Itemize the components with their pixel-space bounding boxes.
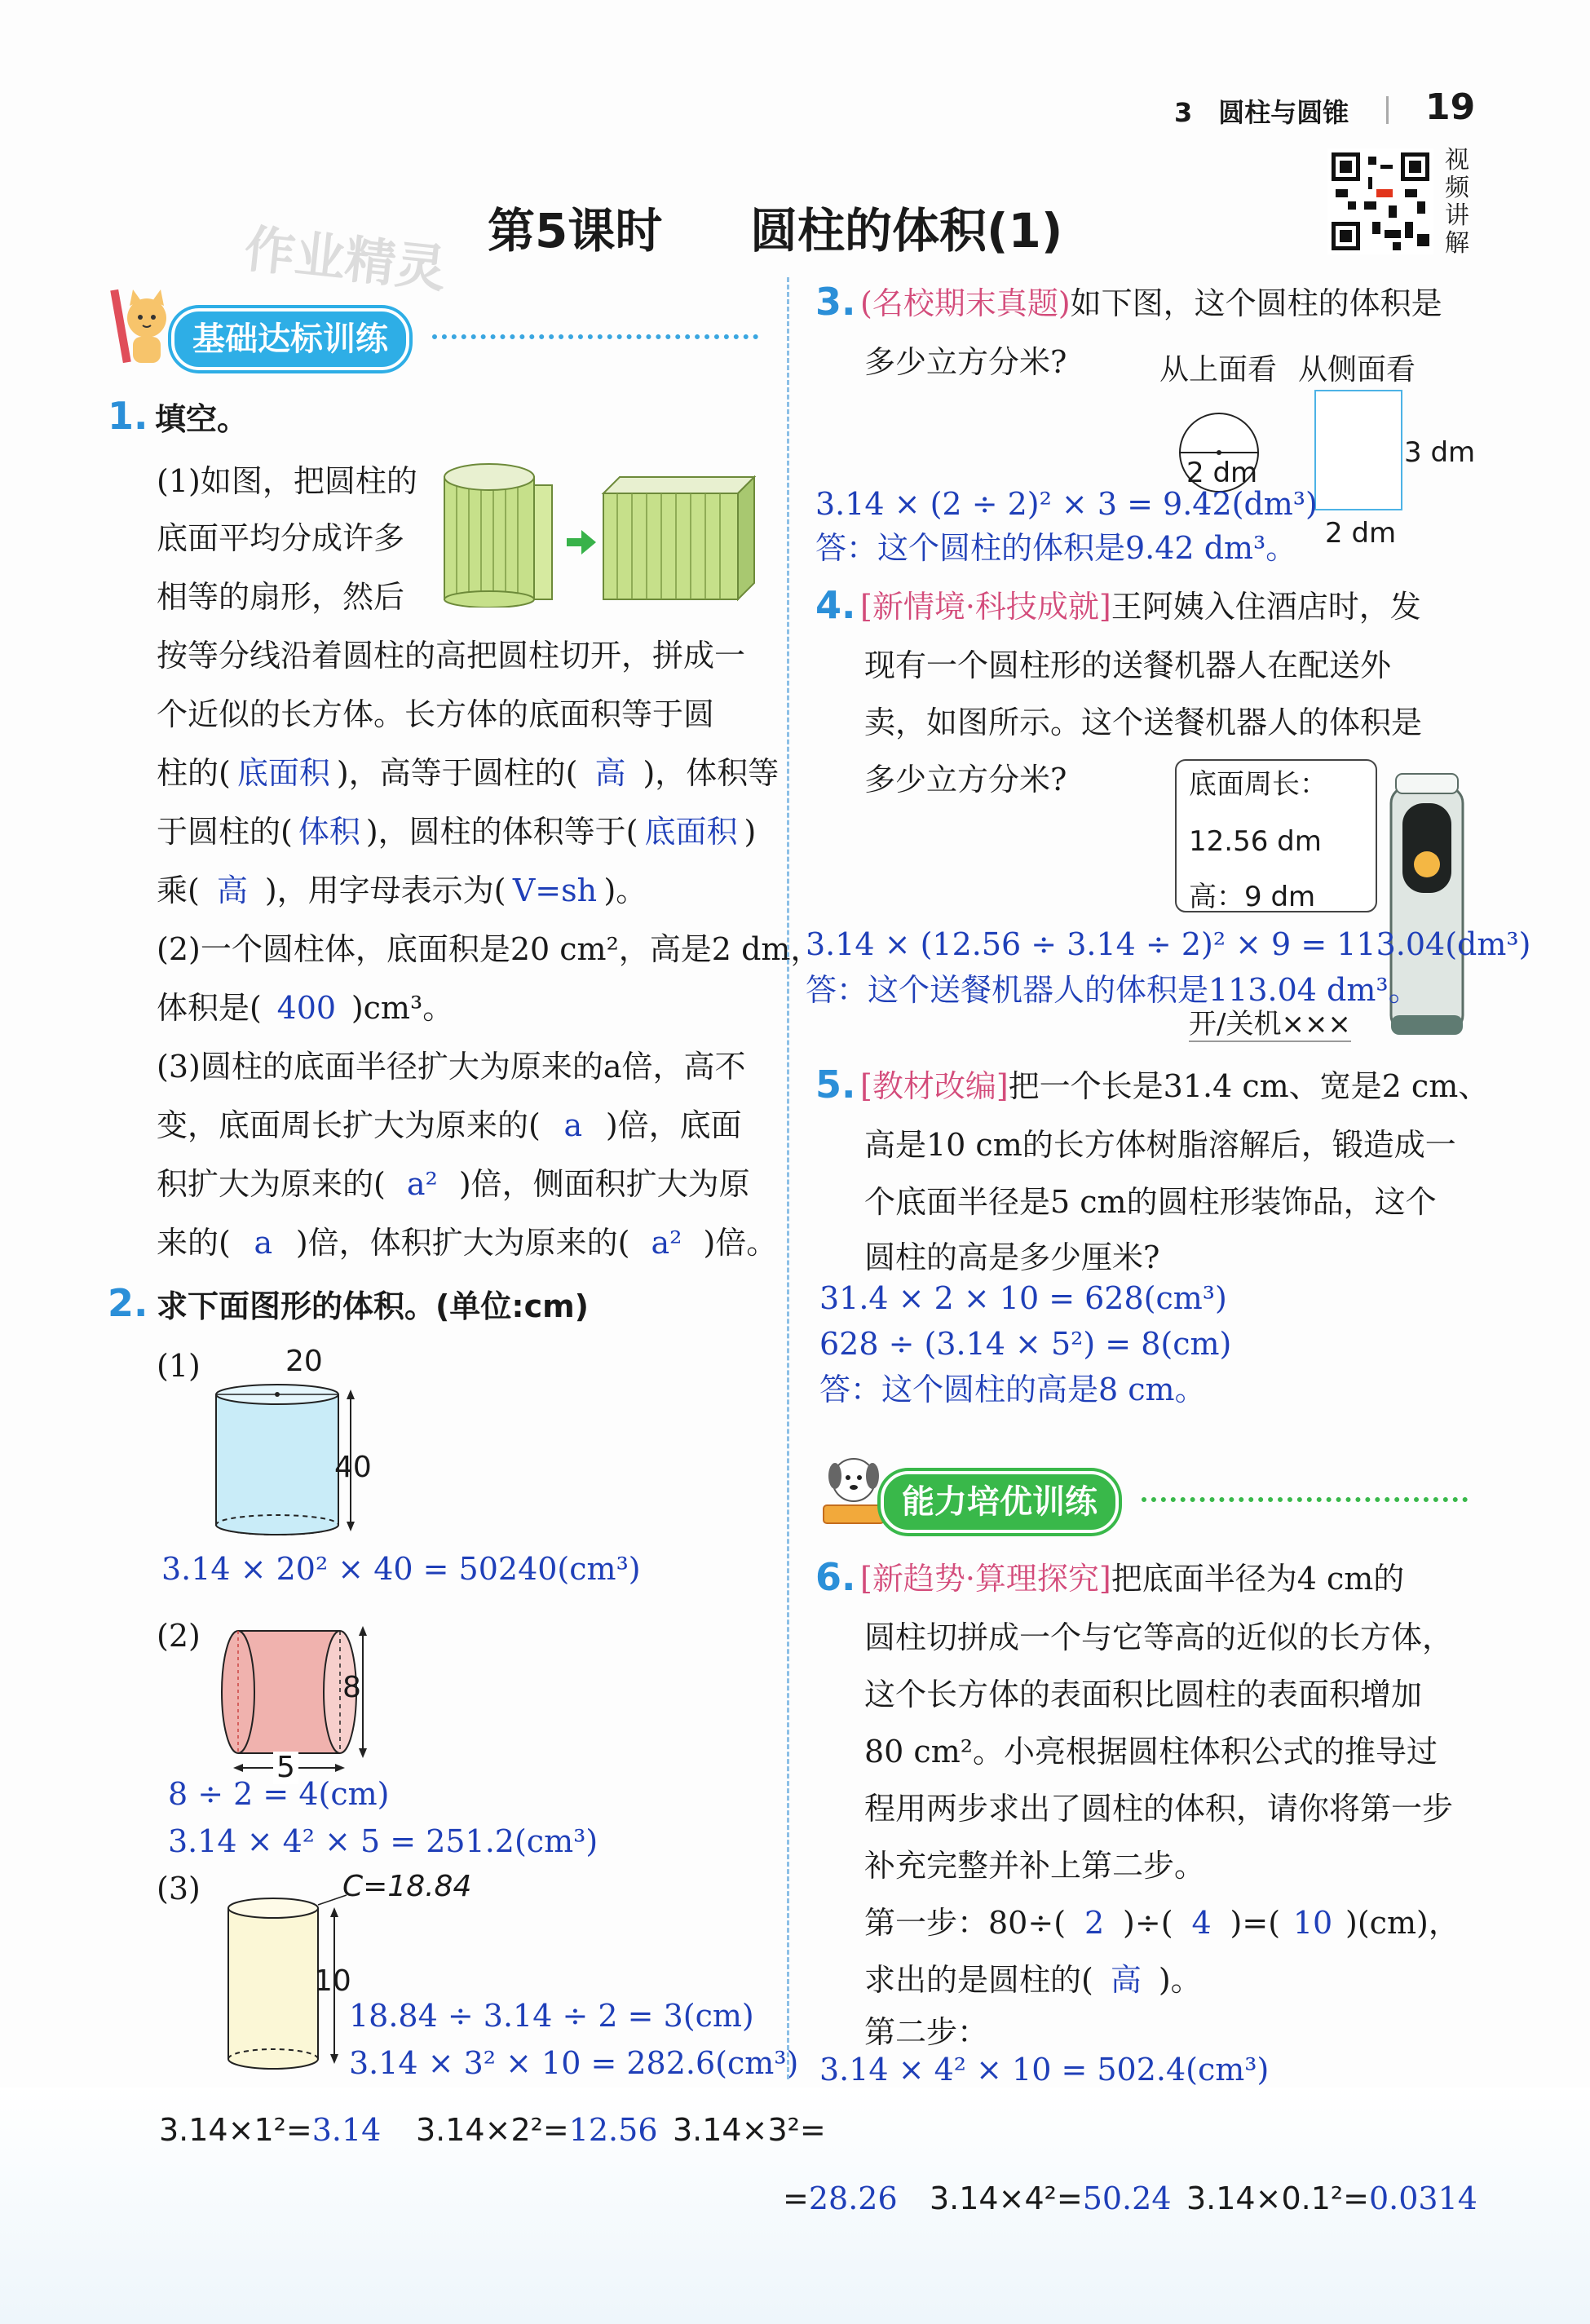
- q5-answer-1: 31.4 × 2 × 10 = 628(cm³): [819, 1280, 1227, 1316]
- q1-heading: 填空。: [155, 401, 249, 437]
- q5-answer-2: 628 ÷ (3.14 × 5²) = 8(cm): [819, 1326, 1232, 1362]
- q1-part3-line-2: 变，底面周长扩大为原来的( a )倍，底面: [157, 1107, 742, 1143]
- section-basic-banner: 基础达标训练: [171, 308, 409, 370]
- q4-line-1: [新情境·科技成就]王阿姨入住酒店时，发: [860, 589, 1421, 625]
- q5-line-2: 高是10 cm的长方体树脂溶解后，锻造成一: [864, 1127, 1456, 1163]
- q3-side-view-rect: [1314, 390, 1402, 510]
- q5-number: 5.: [815, 1063, 856, 1107]
- footer-calc-3: 3.14×3²=: [673, 2112, 826, 2148]
- q1-answer-6[interactable]: V=sh: [512, 873, 598, 908]
- q3-number: 3.: [815, 280, 856, 324]
- q6-blank-3[interactable]: 10: [1292, 1905, 1333, 1941]
- q3-line-2: 多少立方分米?: [864, 344, 1067, 380]
- q5-answer-3: 答：这个圆柱的高是8 cm。: [819, 1372, 1206, 1407]
- q6-line-4: 80 cm²。小亮根据圆柱体积公式的推导过: [864, 1734, 1438, 1770]
- q6-blank-4[interactable]: 高: [1110, 1962, 1142, 1998]
- q1-answer-1[interactable]: 底面积: [236, 755, 330, 791]
- q6-line-3: 这个长方体的表面积比圆柱的表面积增加: [864, 1677, 1423, 1712]
- q4-line-3: 卖，如图所示。这个送餐机器人的体积是: [864, 705, 1423, 740]
- q1-answer-4[interactable]: 底面积: [644, 814, 738, 850]
- q1-part3-line-1: (3)圆柱的底面半径扩大为原来的a倍，高不: [157, 1049, 746, 1085]
- lesson-title: 圆柱的体积(1): [750, 203, 1063, 258]
- q4-answer-1: 3.14 × (12.56 ÷ 3.14 ÷ 2)² × 9 = 113.04(dm³): [806, 926, 1531, 962]
- q1-line-5: 个近似的长方体。长方体的底面积等于圆: [157, 696, 715, 732]
- q1-answer-3[interactable]: 体积: [298, 814, 360, 850]
- q1-line-7: 于圆柱的( 体积 )，圆柱的体积等于( 底面积 ): [157, 814, 757, 850]
- q4-number: 4.: [815, 583, 856, 627]
- q1-answer-7[interactable]: 400: [276, 990, 337, 1026]
- q5-line-4: 圆柱的高是多少厘米?: [864, 1239, 1160, 1275]
- q2-fig2-label: (2): [157, 1618, 201, 1654]
- q4-line-4: 多少立方分米?: [864, 762, 1067, 797]
- q6-step1-line: 第一步：80÷( 2 )÷( 4 )=( 10 )(cm)，: [864, 1905, 1460, 1941]
- q6-tag: [新趋势·算理探究]: [860, 1561, 1111, 1597]
- q1-part2-line-1: (2)一个圆柱体，底面积是20 cm²，高是2 dm，: [157, 931, 822, 967]
- q4-answer-2: 答：这个送餐机器人的体积是113.04 dm³。: [806, 972, 1420, 1008]
- q3-width: 2 dm: [1325, 517, 1397, 550]
- q1-line-2: 底面平均分成许多: [157, 520, 405, 556]
- footer-calc-6: 3.14×0.1²=0.0314: [1186, 2180, 1477, 2216]
- page-number: 19: [1425, 86, 1476, 128]
- q3-line-1: (名校期末真题)如下图，这个圆柱的体积是: [860, 285, 1442, 321]
- q1-answer-11[interactable]: a²: [651, 1225, 682, 1261]
- q1-line-1: (1)如图，把圆柱的: [157, 463, 417, 499]
- q1-number: 1.: [108, 394, 148, 438]
- q5-line-1: [教材改编]把一个长是31.4 cm、宽是2 cm、: [860, 1068, 1490, 1104]
- column-divider: [787, 277, 789, 2079]
- cat-mascot-icon: [110, 281, 175, 371]
- q6-line-6: 补充完整并补上第二步。: [864, 1848, 1206, 1884]
- qr-label: 视频讲解: [1445, 146, 1469, 258]
- q2-number: 2.: [108, 1281, 148, 1325]
- q1-answer-10[interactable]: a: [254, 1225, 273, 1261]
- q2-fig2-answer-1: 8 ÷ 2 = 4(cm): [168, 1776, 390, 1812]
- q1-line-8: 乘( 高 )，用字母表示为( V=sh )。: [157, 873, 647, 908]
- q1-answer-2[interactable]: 高: [594, 755, 626, 791]
- q1-part2-line-2: 体积是( 400 )cm³。: [157, 990, 454, 1026]
- q4-switch-label: 开/关机×××: [1189, 1008, 1351, 1040]
- q5-line-3: 个底面半径是5 cm的圆柱形装饰品，这个: [864, 1184, 1437, 1220]
- q2-fig2-height: 8: [342, 1671, 361, 1704]
- section-basic-dots: [432, 334, 758, 339]
- footer-calc-2: 3.14×2²=12.56: [416, 2112, 658, 2148]
- q6-number: 6.: [815, 1555, 856, 1599]
- q6-blank-2[interactable]: 4: [1191, 1905, 1212, 1941]
- q4-bubble-line-2: 12.56 dm: [1189, 825, 1322, 858]
- q1-part3-line-4: 来的( a )倍，体积扩大为原来的( a² )倍。: [157, 1225, 778, 1261]
- chapter-title: 3 圆柱与圆锥: [1174, 97, 1349, 128]
- dog-mascot-icon: [817, 1451, 890, 1533]
- q2-fig1-diameter: 20: [285, 1345, 323, 1378]
- q2-fig1-label: (1): [157, 1348, 201, 1384]
- footer-calc-1: 3.14×1²=3.14: [159, 2112, 382, 2148]
- q5-tag: [教材改编]: [860, 1068, 1009, 1104]
- footer-calc-5: 3.14×4²=50.24: [930, 2180, 1172, 2216]
- q3-tag: (名校期末真题): [860, 285, 1071, 321]
- q1-part3-line-3: 积扩大为原来的( a² )倍，侧面积扩大为原: [157, 1166, 750, 1202]
- q2-fig3-circumference: C=18.84: [342, 1870, 472, 1903]
- q2-fig2-width: 5: [273, 1752, 298, 1784]
- watermark: 作业精灵: [241, 219, 449, 299]
- section-advanced-banner: 能力培优训练: [881, 1471, 1119, 1533]
- q4-bubble-line-3: 高：9 dm: [1189, 881, 1316, 913]
- q3-answer-1: 3.14 × (2 ÷ 2)² × 3 = 9.42(dm³): [815, 486, 1318, 522]
- q1-answer-8[interactable]: a: [563, 1107, 583, 1143]
- q3-view-side-label: 从侧面看: [1298, 353, 1416, 387]
- q6-line-1: [新趋势·算理探究]把底面半径为4 cm的: [860, 1561, 1405, 1597]
- q4-tag: [新情境·科技成就]: [860, 589, 1111, 625]
- header-separator: [1386, 96, 1389, 124]
- q6-line-5: 程用两步求出了圆柱的体积，请你将第一步: [864, 1791, 1454, 1827]
- q6-step2-label: 第二步：: [864, 2014, 989, 2050]
- q2-heading: 求下面图形的体积。(单位:cm): [157, 1288, 590, 1324]
- q6-blank-1[interactable]: 2: [1084, 1905, 1105, 1941]
- footer-calc-4: =28.26: [783, 2180, 898, 2216]
- q2-fig3-label: (3): [157, 1871, 201, 1906]
- q2-fig1-answer: 3.14 × 20² × 40 = 50240(cm³): [161, 1551, 641, 1587]
- q2-fig3-answer-1: 18.84 ÷ 3.14 ÷ 2 = 3(cm): [349, 1998, 754, 2034]
- cylinder-to-cuboid-illustration: [436, 461, 762, 608]
- q3-view-top-label: 从上面看: [1159, 353, 1278, 387]
- q1-answer-5[interactable]: 高: [216, 873, 248, 908]
- lesson-label: 第5课时: [488, 203, 663, 258]
- q6-answer-1: 3.14 × 4² × 10 = 502.4(cm³): [819, 2052, 1270, 2088]
- q2-fig1-height: 40: [334, 1451, 372, 1484]
- q1-line-6: 柱的( 底面积 )，高等于圆柱的( 高 )，体积等: [157, 755, 780, 791]
- q4-line-2: 现有一个圆柱形的送餐机器人在配送外: [864, 647, 1392, 683]
- q1-answer-9[interactable]: a²: [406, 1166, 438, 1202]
- q2-fig2-answer-2: 3.14 × 4² × 5 = 251.2(cm³): [168, 1823, 598, 1859]
- q3-answer-2: 答：这个圆柱的体积是9.42 dm³。: [815, 530, 1297, 566]
- q6-line-2: 圆柱切拼成一个与它等高的近似的长方体，: [864, 1619, 1454, 1655]
- q2-fig3-answer-2: 3.14 × 3² × 10 = 282.6(cm³): [349, 2045, 799, 2081]
- q1-line-4: 按等分线沿着圆柱的高把圆柱切开，拼成一: [157, 638, 746, 674]
- q3-height: 3 dm: [1404, 436, 1476, 469]
- q1-line-3: 相等的扇形，然后: [157, 579, 405, 615]
- q4-bubble-line-1: 底面周长：: [1189, 768, 1327, 801]
- q6-step1-desc: 求出的是圆柱的( 高 )。: [864, 1962, 1202, 1998]
- qr-code-icon[interactable]: [1327, 148, 1433, 254]
- q3-diameter: 2 dm: [1186, 457, 1258, 489]
- section-advanced-dots: [1142, 1497, 1468, 1502]
- q2-fig3-height: 10: [314, 1964, 351, 1998]
